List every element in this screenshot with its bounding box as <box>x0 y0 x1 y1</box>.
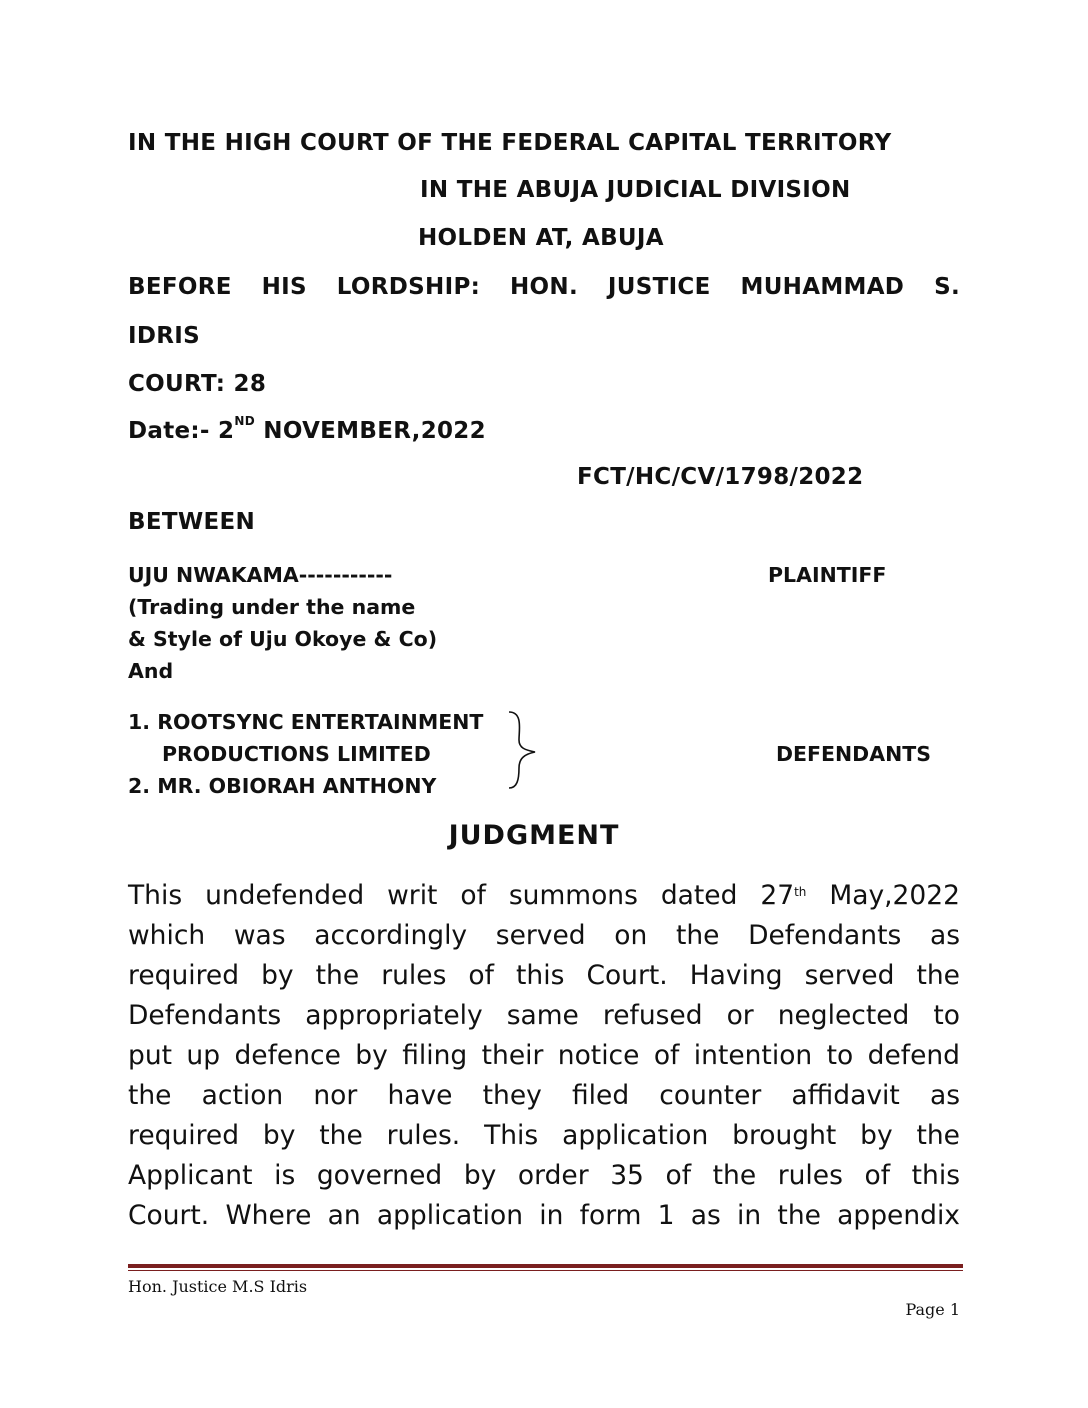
body-line: required by the rules. This application brought by the <box>128 1120 960 1151</box>
date-line <box>128 414 486 444</box>
defendant-2: 2. MR. OBIORAH ANTHONY <box>128 774 437 798</box>
defendants-role: DEFENDANTS <box>776 742 931 766</box>
curly-brace-icon <box>505 710 545 792</box>
plaintiff-trading-2: & Style of Uju Okoye & Co) <box>128 627 438 651</box>
body-line: put up defence by filing their notice of intention to defend <box>128 1040 960 1071</box>
footer-judge-name: Hon. Justice M.S Idris <box>128 1277 308 1296</box>
date-rest: NOVEMBER,2022 <box>254 418 486 444</box>
and-label: And <box>128 659 174 683</box>
before-line-1: BEFORE HIS LORDSHIP: HON. JUSTICE MUHAMMAD S. <box>128 274 960 300</box>
body-line: Defendants appropriately same refused or neglected to <box>128 1000 960 1031</box>
plaintiff-name: UJU NWAKAMA----------- <box>128 563 393 587</box>
defendant-1-line-2: PRODUCTIONS LIMITED <box>162 742 431 766</box>
plaintiff-trading-1: (Trading under the name <box>128 595 416 619</box>
page-number: Page 1 <box>905 1300 960 1319</box>
body-line: the action nor have they filed counter affidavit as <box>128 1080 960 1111</box>
footer-divider <box>128 1264 963 1268</box>
suit-number: FCT/HC/CV/1798/2022 <box>577 464 864 490</box>
before-line-2: IDRIS <box>128 323 200 349</box>
body-line: Applicant is governed by order 35 of the rules of this <box>128 1160 960 1191</box>
judgment-title: JUDGMENT <box>448 820 620 851</box>
footer-divider-thin <box>128 1270 963 1271</box>
date-prefix: Date:- 2 <box>128 418 235 444</box>
between-label: BETWEEN <box>128 509 256 535</box>
date-superscript: ND <box>234 414 255 428</box>
plaintiff-role: PLAINTIFF <box>768 563 887 587</box>
holden-title: HOLDEN AT, ABUJA <box>418 225 664 251</box>
body-line: This undefended writ of summons dated 27th May,2022 <box>128 880 960 911</box>
division-title: IN THE ABUJA JUDICIAL DIVISION <box>420 177 851 203</box>
court-number: COURT: 28 <box>128 371 267 397</box>
court-title: IN THE HIGH COURT OF THE FEDERAL CAPITAL TERRITORY <box>128 130 892 156</box>
judgment-body <box>128 876 960 1236</box>
defendant-1-line-1: 1. ROOTSYNC ENTERTAINMENT <box>128 710 484 734</box>
body-line: Court. Where an application in form 1 as in the appendix <box>128 1200 960 1231</box>
body-line: required by the rules of this Court. Having served the <box>128 960 960 991</box>
body-line: which was accordingly served on the Defendants as <box>128 920 960 951</box>
